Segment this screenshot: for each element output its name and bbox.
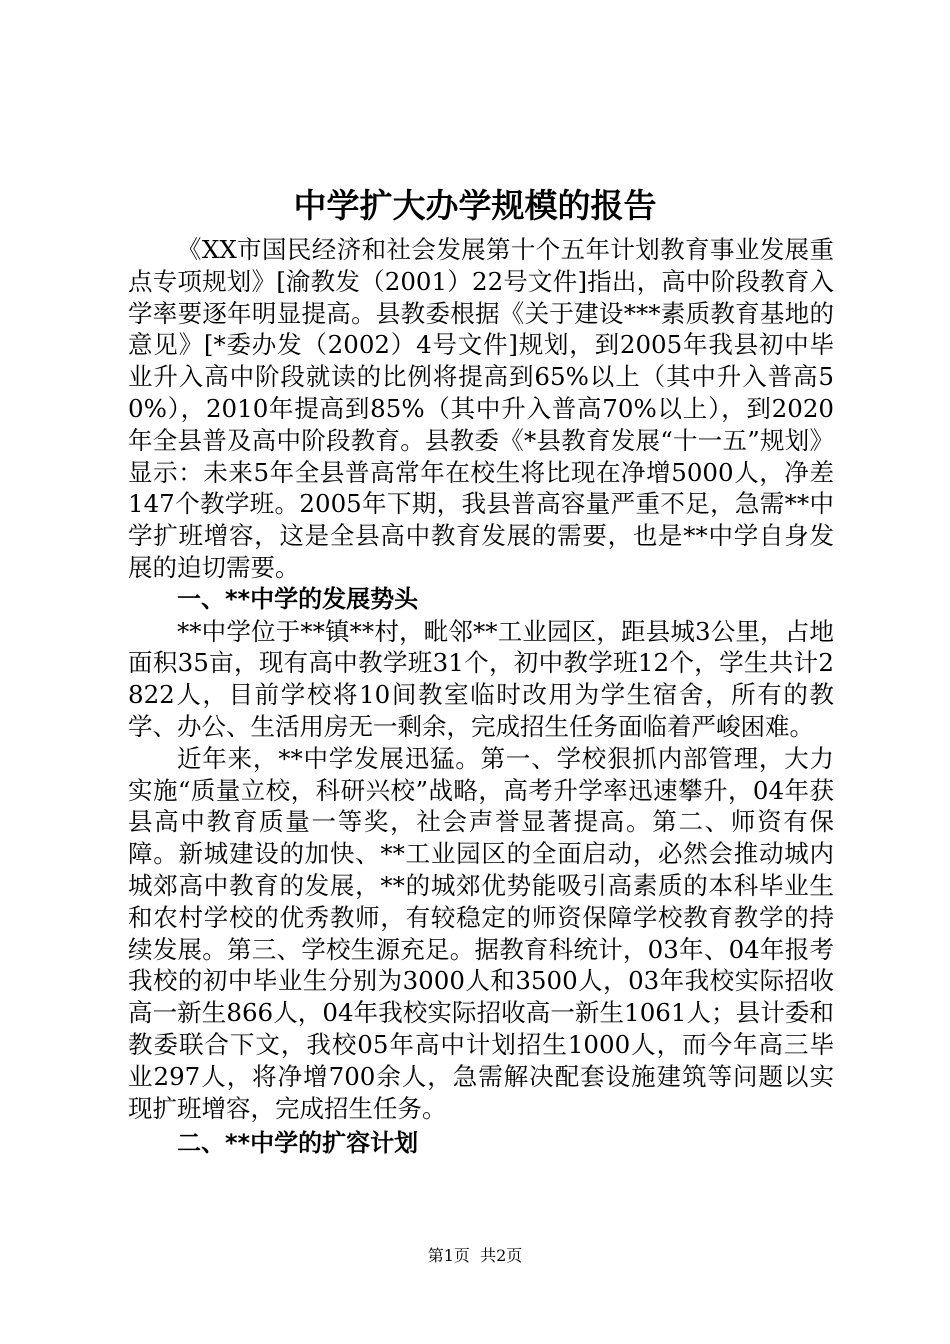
paragraph-intro: 《XX市国民经济和社会发展第十个五年计划教育事业发展重点专项规划》[渝教发（2001）22号文件]指出，高中阶段教育入学率要逐年明显提高。县教委根据《关于建设***素质教育基地的意见》[*委办发（2002）4号文件]规划，到2005年我县初中毕业升入高中阶段就读的比例将提高到65%以上（其中升入普高50%），2010年提高到85%（其中升入普高70%以上），到2020年全县普及高中阶段教育。县教委《*县教育发展“十一五”规划》显示：未来5年全县普高常年在校生将比现在净增5000人，净差147个教学班。2005年下期，我县普高容量严重不足，急需**中学扩班增容，这是全县高中教育发展的需要，也是**中学自身发展的迫切需要。	[128, 235, 834, 582]
document-title: 中学扩大办学规模的报告	[293, 186, 657, 225]
page-total: 共2页	[480, 1246, 523, 1265]
document-body	[128, 234, 834, 1160]
section-heading-2: 二、**中学的扩容计划	[177, 1129, 419, 1158]
section-heading-1: 一、**中学的发展势头	[177, 584, 419, 613]
page-footer	[0, 1245, 950, 1267]
page-number: 第1页	[427, 1246, 470, 1265]
paragraph-school-overview: **中学位于**镇**村，毗邻**工业园区，距县城3公里，占地面积35亩，现有高中教学班31个，初中教学班12个，学生共计2822人，目前学校将10间教室临时改用为学生宿舍，所有的教学、办公、生活用房无一剩余，完成招生任务面临着严峻困难。	[128, 616, 834, 741]
paragraph-development: 近年来，**中学发展迅猛。第一、学校狠抓内部管理，大力实施“质量立校，科研兴校”战略，高考升学率迅速攀升，04年获县高中教育质量一等奖，社会声誉显著提高。第二、师资有保障。新城建设的加快、**工业园区的全面启动，必然会推动城内城郊高中教育的发展，**的城郊优势能吸引高素质的本科毕业生和农村学校的优秀教师，有较稳定的师资保障学校教育教学的持续发展。第三、学校生源充足。据教育科统计，03年、04年报考我校的初中毕业生分别为3000人和3500人，03年我校实际招收高一新生866人，04年我校实际招收高一新生1061人；县计委和教委联合下文，我校05年高中计划招生1000人，而今年高三毕业297人，将净增700余人，急需解决配套设施建筑等问题以实现扩班增容，完成招生任务。	[128, 743, 834, 1123]
